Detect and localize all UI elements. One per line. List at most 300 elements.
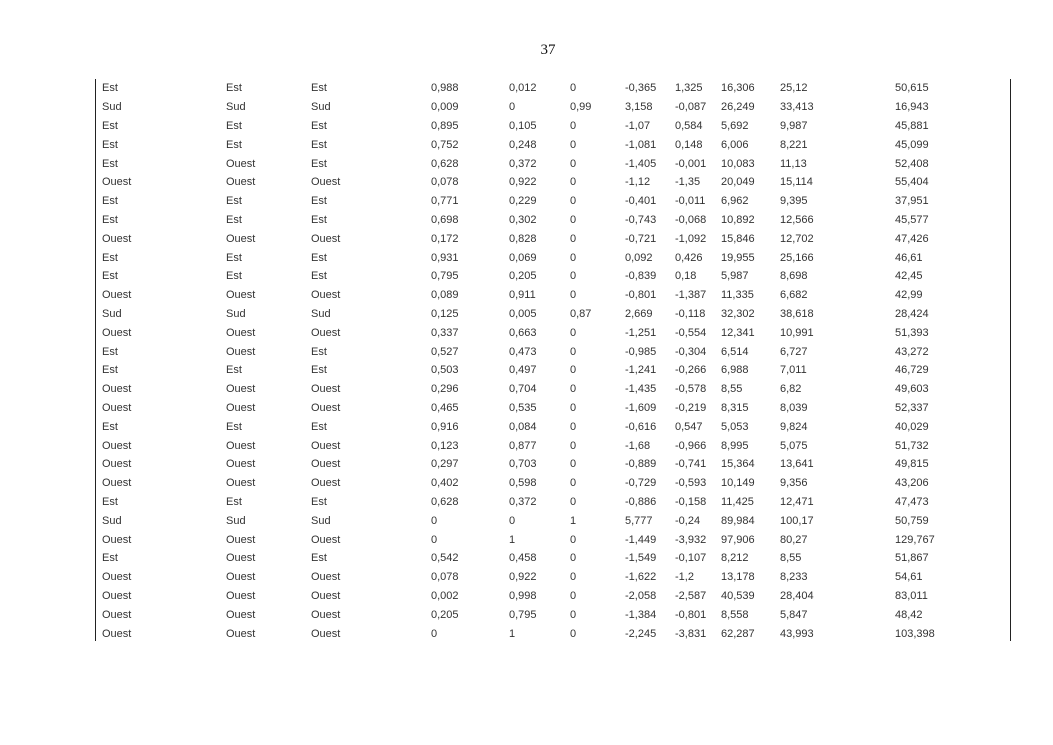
table-cell: 48,42 bbox=[895, 608, 923, 621]
table-cell: Ouest bbox=[102, 571, 132, 584]
table-row bbox=[96, 286, 995, 305]
table-row bbox=[96, 323, 995, 342]
table-cell: 0 bbox=[570, 608, 577, 621]
table-cell: Est bbox=[311, 364, 327, 377]
table-cell: Ouest bbox=[226, 176, 256, 189]
table-cell: 12,341 bbox=[721, 326, 755, 339]
table-cell: -1,241 bbox=[625, 364, 657, 377]
table-cell: Est bbox=[311, 552, 327, 565]
table-cell: Est bbox=[311, 495, 327, 508]
table-row bbox=[96, 455, 995, 474]
table-cell: 26,249 bbox=[721, 101, 755, 114]
table-cell: Ouest bbox=[311, 571, 341, 584]
table-cell: 0,372 bbox=[509, 495, 537, 508]
table-cell: -1,622 bbox=[625, 571, 657, 584]
table-cell: -0,593 bbox=[675, 477, 707, 490]
table-cell: 6,82 bbox=[780, 383, 802, 396]
data-table bbox=[96, 79, 995, 643]
table-cell: Est bbox=[311, 157, 327, 170]
table-row bbox=[96, 267, 995, 286]
table-cell: 16,943 bbox=[895, 101, 929, 114]
table-cell: 0,473 bbox=[509, 345, 537, 358]
table-body bbox=[96, 79, 995, 643]
table-cell: 40,539 bbox=[721, 589, 755, 602]
table-cell: 0,503 bbox=[431, 364, 459, 377]
table-cell: 0,148 bbox=[675, 138, 703, 151]
table-cell: -0,219 bbox=[675, 401, 707, 414]
table-cell: 3,158 bbox=[625, 101, 653, 114]
table-cell: Est bbox=[102, 270, 118, 283]
table-cell: 42,45 bbox=[895, 270, 923, 283]
table-cell: 0 bbox=[570, 195, 577, 208]
table-cell: 8,212 bbox=[721, 552, 749, 565]
table-cell: 0,125 bbox=[431, 307, 459, 320]
table-cell: 0,123 bbox=[431, 439, 459, 452]
table-cell: 0,402 bbox=[431, 477, 459, 490]
table-cell: Ouest bbox=[102, 401, 132, 414]
table-cell: 0,584 bbox=[675, 119, 703, 132]
table-row bbox=[96, 173, 995, 192]
table-cell: Ouest bbox=[226, 608, 256, 621]
table-cell: 2,669 bbox=[625, 307, 653, 320]
table-cell: 0 bbox=[570, 439, 577, 452]
table-cell: 51,732 bbox=[895, 439, 929, 452]
table-cell: 10,149 bbox=[721, 477, 755, 490]
table-cell: 50,615 bbox=[895, 82, 929, 95]
table-cell: 40,029 bbox=[895, 420, 929, 433]
table-cell: -0,578 bbox=[675, 383, 707, 396]
table-cell: Ouest bbox=[311, 232, 341, 245]
table-cell: -0,721 bbox=[625, 232, 657, 245]
table-cell: Ouest bbox=[226, 383, 256, 396]
table-cell: 45,099 bbox=[895, 138, 929, 151]
table-cell: -0,985 bbox=[625, 345, 657, 358]
table-cell: Ouest bbox=[226, 232, 256, 245]
table-cell: 0,002 bbox=[431, 589, 459, 602]
table-cell: 8,039 bbox=[780, 401, 808, 414]
table-cell: 28,424 bbox=[895, 307, 929, 320]
table-cell: Est bbox=[226, 195, 242, 208]
table-cell: 100,17 bbox=[780, 514, 814, 527]
table-cell: 20,049 bbox=[721, 176, 755, 189]
table-row bbox=[96, 229, 995, 248]
table-cell: 0,704 bbox=[509, 383, 537, 396]
table-cell: 62,287 bbox=[721, 627, 755, 640]
table-cell: Est bbox=[226, 270, 242, 283]
table-row bbox=[96, 530, 995, 549]
table-row bbox=[96, 192, 995, 211]
table-cell: 6,682 bbox=[780, 289, 808, 302]
table-cell: 1 bbox=[570, 514, 577, 527]
table-row bbox=[96, 417, 995, 436]
table-cell: 38,618 bbox=[780, 307, 814, 320]
table-cell: 0 bbox=[570, 82, 577, 95]
table-cell: 0,18 bbox=[675, 270, 697, 283]
table-cell: -0,741 bbox=[675, 458, 707, 471]
table-cell: Ouest bbox=[311, 589, 341, 602]
table-cell: 12,566 bbox=[780, 213, 814, 226]
table-cell: 25,12 bbox=[780, 82, 808, 95]
table-cell: 8,315 bbox=[721, 401, 749, 414]
table-cell: -3,831 bbox=[675, 627, 707, 640]
table-cell: 11,13 bbox=[780, 157, 807, 170]
table-cell: Sud bbox=[311, 514, 331, 527]
table-cell: Ouest bbox=[311, 401, 341, 414]
table-cell: 9,824 bbox=[780, 420, 808, 433]
table-cell: Ouest bbox=[102, 176, 132, 189]
table-cell: Ouest bbox=[226, 533, 256, 546]
table-cell: 0,069 bbox=[509, 251, 537, 264]
table-row bbox=[96, 511, 995, 530]
table-cell: Sud bbox=[102, 514, 122, 527]
table-cell: 0,205 bbox=[431, 608, 459, 621]
table-cell: 47,426 bbox=[895, 232, 929, 245]
table-cell: 1 bbox=[509, 627, 516, 640]
table-row bbox=[96, 399, 995, 418]
table-cell: 0 bbox=[431, 627, 438, 640]
table-cell: 0 bbox=[570, 213, 577, 226]
table-cell: -0,554 bbox=[675, 326, 707, 339]
table-cell: 0,771 bbox=[431, 195, 459, 208]
table-cell: 8,233 bbox=[780, 571, 808, 584]
table-cell: Est bbox=[311, 420, 327, 433]
table-row bbox=[96, 79, 995, 98]
table-cell: -0,889 bbox=[625, 458, 657, 471]
table-cell: 13,641 bbox=[780, 458, 814, 471]
table-cell: -1,12 bbox=[625, 176, 651, 189]
table-cell: 5,075 bbox=[780, 439, 808, 452]
table-cell: Ouest bbox=[102, 458, 132, 471]
table-cell: 0 bbox=[570, 232, 577, 245]
table-cell: Ouest bbox=[102, 383, 132, 396]
table-cell: Est bbox=[311, 119, 327, 132]
table-cell: Ouest bbox=[311, 439, 341, 452]
table-cell: 5,692 bbox=[721, 119, 749, 132]
table-row bbox=[96, 342, 995, 361]
table-cell: -0,886 bbox=[625, 495, 657, 508]
table-cell: Est bbox=[102, 251, 118, 264]
table-cell: Sud bbox=[226, 101, 246, 114]
table-cell: 6,006 bbox=[721, 138, 749, 151]
table-cell: Ouest bbox=[102, 477, 132, 490]
table-cell: 0,931 bbox=[431, 251, 459, 264]
table-cell: 0,089 bbox=[431, 289, 459, 302]
table-cell: 42,99 bbox=[895, 289, 923, 302]
table-row bbox=[96, 605, 995, 624]
table-cell: Ouest bbox=[311, 608, 341, 621]
table-cell: 0,99 bbox=[570, 101, 592, 114]
table-cell: 0 bbox=[570, 270, 577, 283]
table-cell: 0 bbox=[570, 119, 577, 132]
table-cell: 10,083 bbox=[721, 157, 755, 170]
table-cell: 0 bbox=[570, 383, 577, 396]
table-cell: 0,084 bbox=[509, 420, 537, 433]
table-cell: -2,587 bbox=[675, 589, 707, 602]
table-cell: -1,081 bbox=[625, 138, 657, 151]
table-cell: -1,449 bbox=[625, 533, 657, 546]
page-number: 37 bbox=[540, 42, 556, 58]
table-cell: 15,846 bbox=[721, 232, 755, 245]
table-cell: -0,616 bbox=[625, 420, 657, 433]
table-cell: 0,205 bbox=[509, 270, 537, 283]
table-cell: -0,266 bbox=[675, 364, 707, 377]
table-cell: 0 bbox=[509, 101, 516, 114]
table-cell: Est bbox=[226, 495, 242, 508]
table-cell: 37,951 bbox=[895, 195, 929, 208]
table-cell: Est bbox=[102, 138, 118, 151]
table-cell: 43,272 bbox=[895, 345, 929, 358]
table-cell: 8,558 bbox=[721, 608, 749, 621]
table-row bbox=[96, 98, 995, 117]
table-cell: 0,497 bbox=[509, 364, 537, 377]
table-cell: -1,387 bbox=[675, 289, 707, 302]
table-cell: -1,384 bbox=[625, 608, 657, 621]
table-cell: 32,302 bbox=[721, 307, 755, 320]
table-cell: Est bbox=[226, 119, 242, 132]
table-cell: 47,473 bbox=[895, 495, 929, 508]
table-cell: 0,465 bbox=[431, 401, 459, 414]
table-cell: 0,922 bbox=[509, 176, 537, 189]
table-cell: 0 bbox=[570, 289, 577, 302]
table-cell: Est bbox=[102, 364, 118, 377]
table-cell: -1,092 bbox=[675, 232, 707, 245]
table-cell: -0,011 bbox=[675, 195, 706, 208]
table-cell: 0,828 bbox=[509, 232, 537, 245]
table-cell: Sud bbox=[102, 307, 122, 320]
table-row bbox=[96, 154, 995, 173]
table-cell: 0 bbox=[570, 345, 577, 358]
table-cell: 0,698 bbox=[431, 213, 459, 226]
table-cell: Est bbox=[226, 364, 242, 377]
table-cell: 0 bbox=[570, 364, 577, 377]
table-cell: Est bbox=[102, 420, 118, 433]
table-row bbox=[96, 305, 995, 324]
table-cell: Ouest bbox=[226, 552, 256, 565]
table-cell: 5,777 bbox=[625, 514, 653, 527]
table-cell: 0,752 bbox=[431, 138, 459, 151]
table-cell: 97,906 bbox=[721, 533, 755, 546]
table-cell: 5,053 bbox=[721, 420, 749, 433]
table-cell: 0,922 bbox=[509, 571, 537, 584]
table-cell: Ouest bbox=[226, 401, 256, 414]
table-cell: 0 bbox=[570, 571, 577, 584]
table-cell: 0,297 bbox=[431, 458, 459, 471]
table-cell: -0,729 bbox=[625, 477, 657, 490]
table-cell: 0,877 bbox=[509, 439, 537, 452]
table-cell: 0 bbox=[570, 495, 577, 508]
table-cell: Ouest bbox=[311, 533, 341, 546]
table-cell: 0 bbox=[570, 627, 577, 640]
table-cell: 9,987 bbox=[780, 119, 808, 132]
table-cell: 0,795 bbox=[509, 608, 537, 621]
table-cell: 0 bbox=[570, 589, 577, 602]
table-cell: Ouest bbox=[226, 157, 256, 170]
table-cell: Ouest bbox=[102, 232, 132, 245]
table-cell: 0,916 bbox=[431, 420, 459, 433]
table-cell: 50,759 bbox=[895, 514, 929, 527]
table-cell: 0,87 bbox=[570, 307, 592, 320]
table-cell: 0,663 bbox=[509, 326, 537, 339]
table-cell: 8,221 bbox=[780, 138, 808, 151]
table-cell: -1,07 bbox=[625, 119, 651, 132]
table-cell: Ouest bbox=[226, 326, 256, 339]
table-cell: 0,012 bbox=[509, 82, 537, 95]
table-cell: 13,178 bbox=[721, 571, 755, 584]
table-cell: 6,514 bbox=[721, 345, 749, 358]
table-cell: -2,245 bbox=[625, 627, 657, 640]
table-cell: -0,107 bbox=[675, 552, 707, 565]
table-cell: 51,393 bbox=[895, 326, 929, 339]
table-cell: 0 bbox=[570, 138, 577, 151]
table-cell: 43,993 bbox=[780, 627, 814, 640]
table-cell: Est bbox=[311, 251, 327, 264]
table-cell: 83,011 bbox=[895, 589, 928, 602]
table-cell: Est bbox=[311, 270, 327, 283]
table-cell: Ouest bbox=[102, 439, 132, 452]
table-cell: Ouest bbox=[311, 176, 341, 189]
table-cell: 0,009 bbox=[431, 101, 459, 114]
table-row bbox=[96, 549, 995, 568]
table-cell: 45,577 bbox=[895, 213, 929, 226]
table-cell: Est bbox=[102, 213, 118, 226]
table-cell: 0,988 bbox=[431, 82, 459, 95]
table-row bbox=[96, 248, 995, 267]
table-cell: 25,166 bbox=[780, 251, 814, 264]
table-cell: Sud bbox=[226, 307, 246, 320]
table-cell: 9,356 bbox=[780, 477, 808, 490]
table-cell: -0,966 bbox=[675, 439, 707, 452]
table-cell: 43,206 bbox=[895, 477, 929, 490]
table-cell: Sud bbox=[102, 101, 122, 114]
table-cell: 51,867 bbox=[895, 552, 929, 565]
table-cell: 0,078 bbox=[431, 571, 459, 584]
table-cell: 103,398 bbox=[895, 627, 935, 640]
table-cell: 49,603 bbox=[895, 383, 929, 396]
table-cell: 0,248 bbox=[509, 138, 537, 151]
table-cell: Ouest bbox=[226, 289, 256, 302]
table-cell: 33,413 bbox=[780, 101, 814, 114]
table-cell: 0,598 bbox=[509, 477, 537, 490]
table-cell: 0 bbox=[570, 533, 577, 546]
table-cell: Est bbox=[311, 195, 327, 208]
table-cell: 0,628 bbox=[431, 157, 459, 170]
table-cell: 6,988 bbox=[721, 364, 749, 377]
table-cell: -1,251 bbox=[625, 326, 657, 339]
table-cell: 0 bbox=[431, 514, 438, 527]
table-cell: -0,801 bbox=[625, 289, 657, 302]
table-cell: 0 bbox=[431, 533, 438, 546]
table-cell: Ouest bbox=[226, 589, 256, 602]
table-cell: Est bbox=[311, 82, 327, 95]
table-cell: 0,426 bbox=[675, 251, 703, 264]
table-cell: Est bbox=[311, 138, 327, 151]
table-cell: 129,767 bbox=[895, 533, 935, 546]
table-row bbox=[96, 587, 995, 606]
table-cell: 55,404 bbox=[895, 176, 929, 189]
table-cell: 0,895 bbox=[431, 119, 459, 132]
table-cell: 16,306 bbox=[721, 82, 755, 95]
table-cell: Ouest bbox=[311, 477, 341, 490]
table-cell: 46,729 bbox=[895, 364, 929, 377]
table-cell: 0,628 bbox=[431, 495, 459, 508]
table-row bbox=[96, 493, 995, 512]
table-cell: -0,24 bbox=[675, 514, 701, 527]
table-cell: 0,703 bbox=[509, 458, 537, 471]
table-cell: 6,962 bbox=[721, 195, 749, 208]
table-cell: Ouest bbox=[311, 289, 341, 302]
table-cell: -0,801 bbox=[675, 608, 707, 621]
table-cell: 19,955 bbox=[721, 251, 755, 264]
table-cell: Sud bbox=[311, 307, 331, 320]
table-cell: 12,471 bbox=[780, 495, 814, 508]
table-cell: 0,795 bbox=[431, 270, 459, 283]
table-cell: 0,302 bbox=[509, 213, 537, 226]
table-cell: -1,549 bbox=[625, 552, 657, 565]
table-cell: Est bbox=[102, 82, 118, 95]
table-cell: 0,172 bbox=[431, 232, 459, 245]
table-row bbox=[96, 624, 995, 643]
table-cell: 0,229 bbox=[509, 195, 537, 208]
table-cell: Est bbox=[102, 345, 118, 358]
table-cell: 11,335 bbox=[721, 289, 754, 302]
table-cell: Ouest bbox=[311, 383, 341, 396]
table-cell: Est bbox=[226, 420, 242, 433]
table-cell: 1 bbox=[509, 533, 516, 546]
table-cell: -0,118 bbox=[675, 307, 706, 320]
table-row bbox=[96, 380, 995, 399]
table-cell: Ouest bbox=[102, 627, 132, 640]
table-cell: 8,698 bbox=[780, 270, 808, 283]
table-cell: Est bbox=[311, 213, 327, 226]
table-cell: 15,364 bbox=[721, 458, 755, 471]
table-cell: Est bbox=[311, 345, 327, 358]
table-cell: 12,702 bbox=[780, 232, 814, 245]
table-cell: 0,527 bbox=[431, 345, 459, 358]
table-row bbox=[96, 117, 995, 136]
table-cell: 80,27 bbox=[780, 533, 808, 546]
table-cell: Ouest bbox=[226, 627, 256, 640]
table-cell: -3,932 bbox=[675, 533, 707, 546]
table-cell: Ouest bbox=[226, 439, 256, 452]
table-cell: 5,847 bbox=[780, 608, 808, 621]
table-cell: Ouest bbox=[102, 289, 132, 302]
table-cell: 0,372 bbox=[509, 157, 537, 170]
table-cell: 52,408 bbox=[895, 157, 929, 170]
table-cell: 0,535 bbox=[509, 401, 537, 414]
table-cell: 46,61 bbox=[895, 251, 923, 264]
table-row bbox=[96, 361, 995, 380]
table-cell: 0 bbox=[570, 176, 577, 189]
table-cell: 0,998 bbox=[509, 589, 537, 602]
table-cell: 0,458 bbox=[509, 552, 537, 565]
table-cell: -0,001 bbox=[675, 157, 707, 170]
table-cell: Ouest bbox=[102, 589, 132, 602]
table-cell: Ouest bbox=[102, 326, 132, 339]
table-cell: -0,743 bbox=[625, 213, 657, 226]
table-cell: Est bbox=[226, 213, 242, 226]
table-cell: -2,058 bbox=[625, 589, 657, 602]
table-cell: 0 bbox=[570, 420, 577, 433]
table-cell: -1,35 bbox=[675, 176, 701, 189]
table-cell: 1,325 bbox=[675, 82, 703, 95]
table-cell: 6,727 bbox=[780, 345, 808, 358]
table-cell: Est bbox=[226, 82, 242, 95]
table-cell: 0 bbox=[570, 157, 577, 170]
table-cell: Est bbox=[102, 552, 118, 565]
table-cell: 0 bbox=[570, 401, 577, 414]
table-cell: Ouest bbox=[226, 458, 256, 471]
table-cell: Ouest bbox=[102, 533, 132, 546]
